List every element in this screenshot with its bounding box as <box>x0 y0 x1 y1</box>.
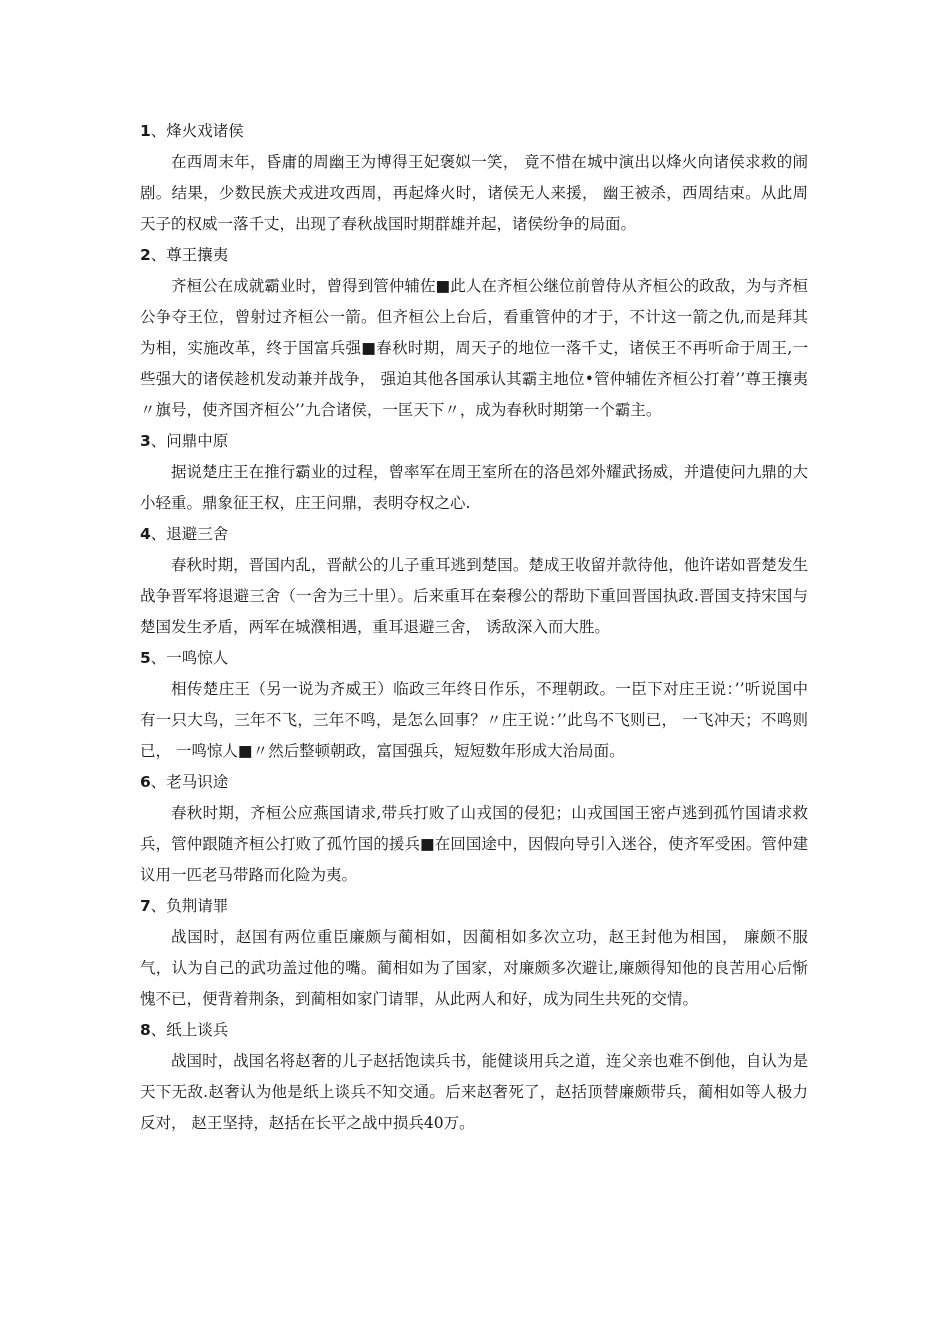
section-4 <box>140 519 808 643</box>
section-number: 3 <box>140 432 151 450</box>
section-paragraph: 春秋时期，晋国内乱，晋献公的儿子重耳逃到楚国。楚成王收留并款待他，他许诺如晋楚发生战争晋军将退避三舍（一舍为三十里）。后来重耳在秦穆公的帮助下重回晋国执政.晋国支持宋国与楚国发生矛盾，两军在城濮相遇，重耳退避三舍， 诱敌深入而大胜。 <box>140 556 808 636</box>
section-heading <box>140 767 808 798</box>
section-number: 4 <box>140 525 151 543</box>
section-7 <box>140 891 808 1015</box>
section-title: 、烽火戏诸侯 <box>150 122 244 140</box>
section-title: 、纸上谈兵 <box>150 1021 229 1039</box>
section-8 <box>140 1015 808 1139</box>
section-heading <box>140 240 808 271</box>
section-paragraph: 战国时，赵国有两位重臣廉颇与蔺相如，因蔺相如多次立功，赵王封他为相国， 廉颇不服气，认为自己的武功盖过他的嘴。蔺相如为了国家，对廉颇多次避让,廉颇得知他的良苦用心后惭愧不已，便背着荆条，到蔺相如家门请罪，从此两人和好，成为同生共死的交情。 <box>140 928 808 1008</box>
section-6 <box>140 767 808 891</box>
section-title: 、尊王攘夷 <box>150 246 229 264</box>
section-3 <box>140 426 808 519</box>
section-number: 6 <box>140 773 151 791</box>
section-title: 、负荆请罪 <box>150 897 229 915</box>
section-heading <box>140 1015 808 1046</box>
section-5 <box>140 643 808 767</box>
section-paragraph: 战国时，战国名将赵奢的儿子赵括饱读兵书，能健谈用兵之道，连父亲也难不倒他，自认为是天下无敌.赵奢认为他是纸上谈兵不知交通。后来赵奢死了，赵括顶替廉颇带兵，蔺相如等人极力反对， 赵王坚持，赵括在长平之战中损兵40万。 <box>140 1052 808 1132</box>
section-number: 7 <box>140 897 151 915</box>
section-number: 8 <box>140 1021 151 1039</box>
section-heading <box>140 116 808 147</box>
section-1 <box>140 116 808 240</box>
section-number: 1 <box>140 122 151 140</box>
section-paragraph: 据说楚庄王在推行霸业的过程，曾率军在周王室所在的洛邑郊外耀武扬威，并遣使问九鼎的大小轻重。鼎象征王权，庄王问鼎，表明夺权之心. <box>140 463 808 512</box>
section-paragraph: 春秋时期，齐桓公应燕国请求,带兵打败了山戎国的侵犯；山戎国国王密卢逃到孤竹国请求救兵，管仲跟随齐桓公打败了孤竹国的援兵■在回国途中，因假向导引入迷谷，使齐军受困。管仲建议用一匹老马带路而化险为夷。 <box>140 804 808 884</box>
section-heading <box>140 643 808 674</box>
document-body <box>140 116 808 1139</box>
section-heading <box>140 891 808 922</box>
section-2 <box>140 240 808 426</box>
section-number: 5 <box>140 649 151 667</box>
section-title: 、一鸣惊人 <box>150 649 229 667</box>
section-title: 、退避三舍 <box>150 525 229 543</box>
section-paragraph: 相传楚庄王（另一说为齐威王）临政三年终日作乐，不理朝政。一臣下对庄王说：’’听说国中有一只大鸟，三年不飞，三年不鸣，是怎么回事？〃庄王说：’’此鸟不飞则已， 一飞冲天；不鸣则已， 一鸣惊人■〃然后整顿朝政，富国强兵，短短数年形成大治局面。 <box>140 680 808 760</box>
section-title: 、问鼎中原 <box>150 432 229 450</box>
section-title: 、老马识途 <box>150 773 229 791</box>
section-heading <box>140 426 808 457</box>
section-heading <box>140 519 808 550</box>
section-paragraph: 齐桓公在成就霸业时，曾得到管仲辅佐■此人在齐桓公继位前曾侍从齐桓公的政敌，为与齐桓公争夺王位，曾射过齐桓公一箭。但齐桓公上台后，看重管仲的才于，不计这一箭之仇,而是拜其为相，实施改革，终于国富兵强■春秋时期，周天子的地位一落千丈，诸侯王不再听命于周王,一些强大的诸侯趁机发动兼并战争， 强迫其他各国承认其霸主地位•管仲辅佐齐桓公打着’’尊王攘夷〃旗号，使齐国齐桓公’’九合诸侯，一匡天下〃，成为春秋时期第一个霸主。 <box>140 277 808 419</box>
section-number: 2 <box>140 246 151 264</box>
section-paragraph: 在西周末年，昏庸的周幽王为博得王妃褒姒一笑， 竟不惜在城中演出以烽火向诸侯求救的闹剧。结果，少数民族犬戎进攻西周，再起烽火时，诸侯无人来援， 幽王被杀，西周结束。从此周天子的权威一落千丈，出现了春秋战国时期群雄并起，诸侯纷争的局面。 <box>140 153 808 233</box>
